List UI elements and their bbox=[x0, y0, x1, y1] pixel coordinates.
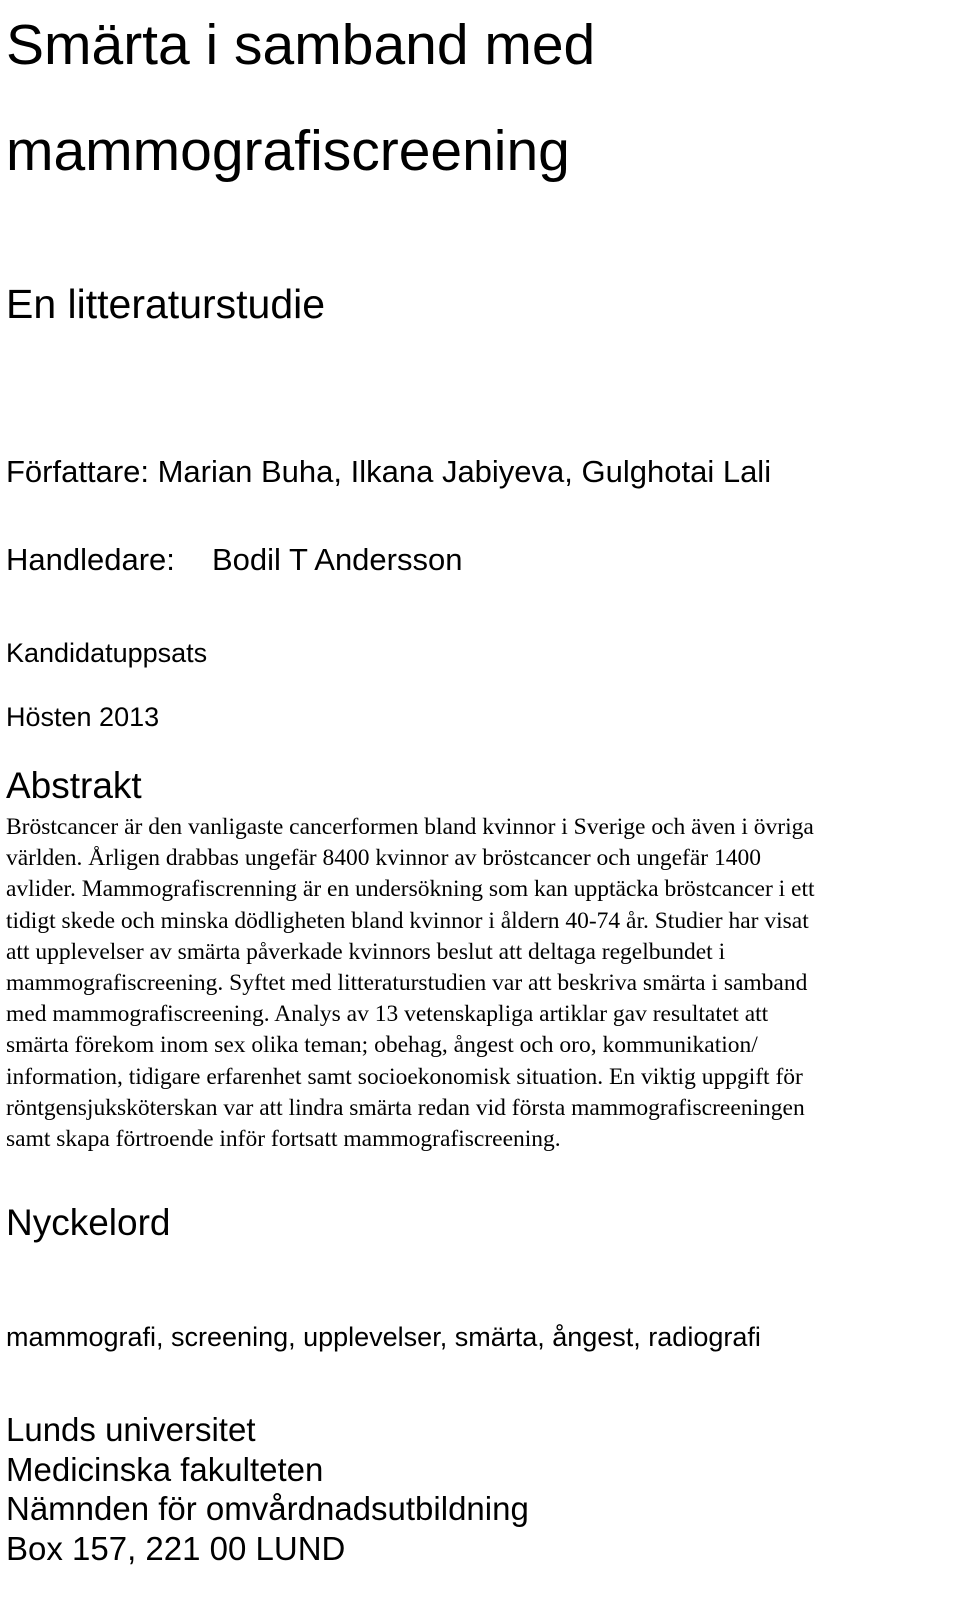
abstract-line: med mammografiscreening. Analys av 13 vetenskapliga artiklar gav resultatet att bbox=[6, 1001, 769, 1028]
abstract-line: smärta förekom inom sex olika teman; obehag, ångest och oro, kommunikation/ bbox=[6, 1032, 758, 1059]
title-line: Smärta i samband med bbox=[6, 13, 596, 77]
institution-address bbox=[6, 1410, 529, 1568]
supervisor-line bbox=[6, 540, 462, 580]
abstract-line: röntgensjuksköterskan var att lindra smärta redan vid första mammografiscreeningen bbox=[6, 1094, 805, 1121]
semester: Hösten 2013 bbox=[6, 702, 160, 732]
address-line: Lunds universitet bbox=[6, 1411, 256, 1448]
title-line: mammografiscreening bbox=[6, 119, 570, 183]
abstract-line: världen. Årligen drabbas ungefär 8400 kvinnor av bröstcancer och ungefär 1400 bbox=[6, 845, 761, 872]
abstract-line: tidigt skede och minska dödligheten bland kvinnor i åldern 40-74 år. Studier har visat bbox=[6, 907, 809, 934]
document-subtitle: En litteraturstudie bbox=[6, 281, 326, 327]
abstract-line: mammografiscreening. Syftet med litteraturstudien var att beskriva smärta i samband bbox=[6, 970, 808, 997]
supervisor-name: Bodil T Andersson bbox=[212, 542, 463, 577]
document-title bbox=[6, 0, 595, 204]
authors-line: Författare: Marian Buha, Ilkana Jabiyeva, Gulghotai Lali bbox=[6, 454, 772, 489]
abstract-text bbox=[6, 812, 951, 1155]
abstract-line: att upplevelser av smärta påverkade kvinnors beslut att deltaga regelbundet i bbox=[6, 938, 726, 965]
address-line: Box 157, 221 00 LUND bbox=[6, 1529, 346, 1567]
thesis-type: Kandidatuppsats bbox=[6, 638, 208, 668]
abstract-line: samt skapa förtroende inför fortsatt mammografiscreening. bbox=[6, 1126, 561, 1153]
abstract-heading: Abstrakt bbox=[6, 765, 142, 806]
keywords-list: mammografi, screening, upplevelser, smärta, ångest, radiografi bbox=[6, 1322, 761, 1352]
abstract-line: avlider. Mammografiscrenning är en undersökning som kan upptäcka bröstcancer i ett bbox=[6, 876, 815, 903]
address-line: Nämnden för omvårdnadsutbildning bbox=[6, 1490, 529, 1527]
abstract-line: information, tidigare erfarenhet samt socioekonomisk situation. En viktig uppgift för bbox=[6, 1063, 803, 1090]
abstract-line: Bröstcancer är den vanligaste cancerformen bland kvinnor i Sverige och även i övriga bbox=[6, 814, 814, 840]
keywords-heading: Nyckelord bbox=[6, 1202, 171, 1243]
address-line: Medicinska fakulteten bbox=[6, 1450, 324, 1488]
supervisor-label: Handledare: bbox=[6, 542, 175, 577]
